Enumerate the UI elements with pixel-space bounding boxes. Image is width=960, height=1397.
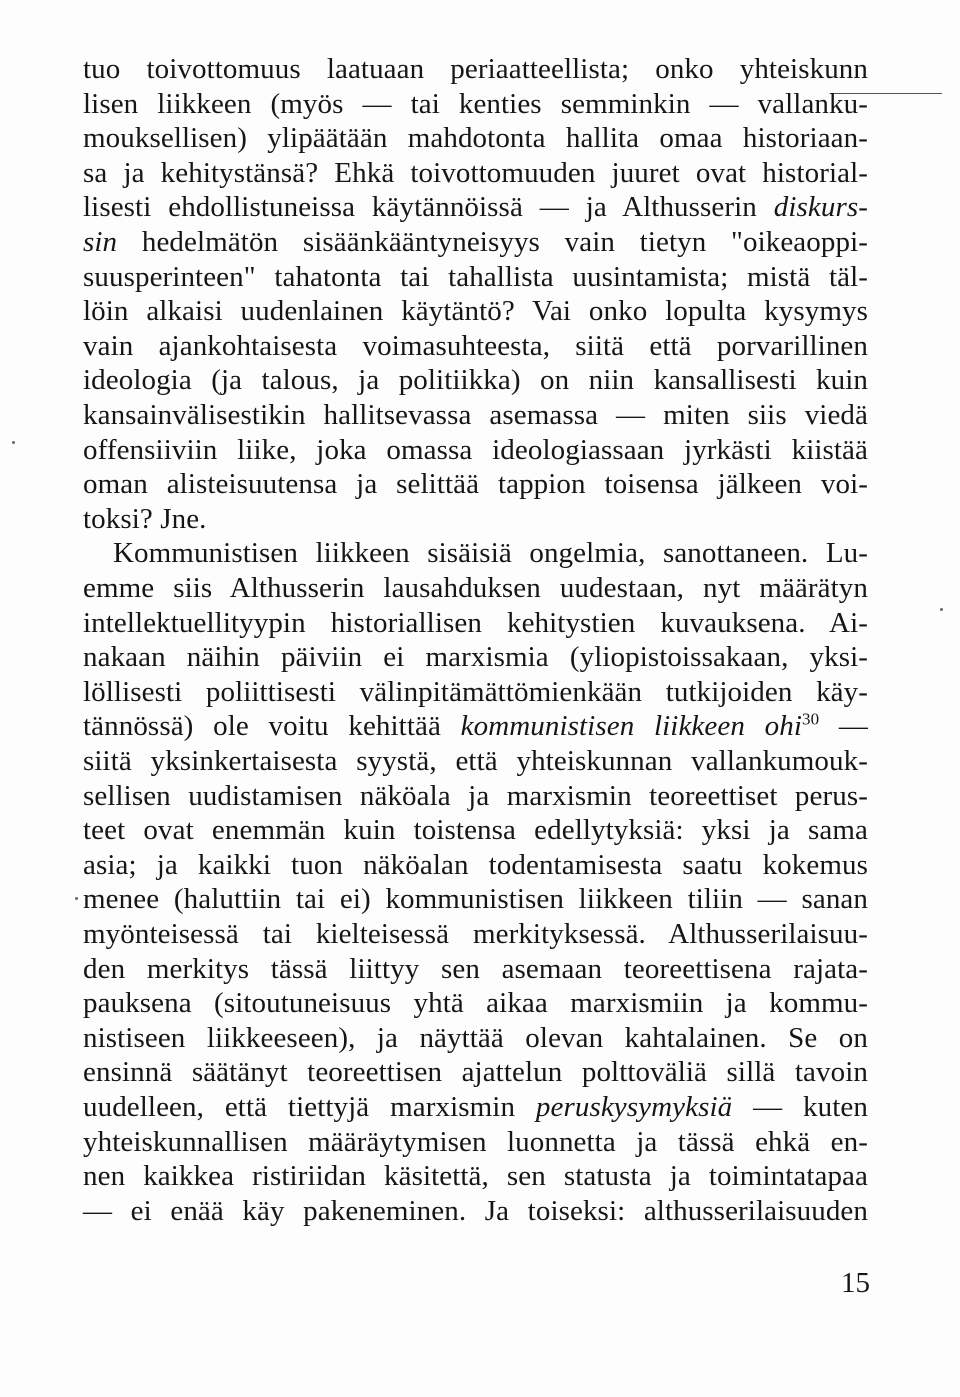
text-line: nakaan näihin päiviin ei marxismia (yliopistoissakaan, yksi- xyxy=(83,641,868,674)
text-line: yhteiskunnallisen määräytymisen luonnetta ja tässä ehkä en- xyxy=(83,1125,868,1158)
text-line: suusperinteen" tahatonta tai tahallista uusintamista; mistä täl- xyxy=(83,260,868,293)
text-line xyxy=(83,188,868,226)
text-line: offensiiviin liike, joka omassa ideologiassaan jyrkästi kiistää xyxy=(83,433,868,466)
text-line: siitä yksinkertaisesta syystä, että yhteiskunnan vallankumouk- xyxy=(83,745,868,777)
text-line: emme siis Althusserin lausahduksen uudestaan, nyt määrätyn xyxy=(83,572,868,604)
page-number: 15 xyxy=(841,1267,870,1299)
italic-phrase: sin xyxy=(83,226,118,258)
text-line: toksi? Jne. xyxy=(83,502,207,535)
text-line: nen kaikkea ristiriidan käsitettä, sen statusta ja toimintatapaa xyxy=(83,1160,868,1193)
text-line xyxy=(83,223,868,261)
italic-phrase: diskurs- xyxy=(773,191,868,224)
italic-phrase: peruskysymyksiä xyxy=(535,1091,733,1123)
scan-speck xyxy=(75,897,78,900)
text-span: — kuten xyxy=(732,1091,868,1123)
text-line: nistiseen liikkeeseen), ja näyttää olevan kahtalainen. Se on xyxy=(83,1021,868,1054)
text-line: sa ja kehitystänsä? Ehkä toivottomuuden juuret ovat historial- xyxy=(83,156,868,189)
text-line: ideologia (ja talous, ja politiikka) on niin kansallisesti kuin xyxy=(83,364,868,397)
text-line: kansainvälisestikin hallitsevassa asemassa — miten siis viedä xyxy=(83,399,868,431)
scan-speck xyxy=(940,608,943,611)
text-span: uudelleen, että tiettyjä marxismin xyxy=(83,1091,536,1123)
text-line: Kommunistisen liikkeen sisäisiä ongelmia, sanottaneen. Lu- xyxy=(113,537,868,570)
text-span: hedelmätön sisäänkääntyneisyys vain tietyn "oikeaoppi- xyxy=(117,226,868,258)
text-line: oman alisteisuutensa ja selittää tappion toisensa jälkeen voi- xyxy=(83,468,868,501)
text-line: mouksellisen) ylipäätään mahdotonta hallita omaa historiaan- xyxy=(83,122,868,155)
text-line: myönteisessä tai kielteisessä merkityksessä. Althusserilaisuu- xyxy=(83,918,868,950)
text-line: löin alkaisi uudenlainen käytäntö? Vai onko lopulta kysymys xyxy=(83,295,868,328)
text-line: menee (haluttiin tai ei) kommunistisen liikkeen tiliin — sanan xyxy=(83,883,868,916)
italic-phrase: kommunistisen liikkeen ohi xyxy=(460,710,802,743)
scan-speck xyxy=(12,441,15,444)
text-line: — ei enää käy pakeneminen. Ja toiseksi: althusserilaisuuden xyxy=(83,1194,868,1227)
text-line: teet ovat enemmän kuin toistensa edellytyksiä: yksi ja sama xyxy=(83,814,868,847)
text-line: tuo toivottomuus laatuaan periaatteellista; onko yhteiskunn xyxy=(83,53,868,85)
text-line: löllisesti poliittisesti välinpitämättömienkään tutkijoiden käy- xyxy=(83,675,868,708)
text-line: ensinnä säätänyt teoreettisen ajattelun polttoväliä sillä tavoin xyxy=(83,1056,868,1089)
text-span: tännössä) ole voitu kehittää xyxy=(83,710,461,743)
text-line: lisen liikkeen (myös — tai kenties semminkin — vallanku- xyxy=(83,87,868,120)
footnote-marker: 30 xyxy=(802,709,820,729)
text-line: intellektuellityypin historiallisen kehitystien kuvauksena. Ai- xyxy=(83,606,868,639)
text-span: lisesti ehdollistuneissa käytännöissä — ja Althusserin xyxy=(83,191,774,224)
text-line: sellisen uudistamisen näköala ja marxismin teoreettiset perus- xyxy=(83,779,868,812)
text-line xyxy=(83,707,868,745)
text-line xyxy=(83,1088,868,1126)
text-line: pauksena (sitoutuneisuus yhtä aikaa marxismiin ja kommu- xyxy=(83,987,868,1020)
text-line: vain ajankohtaisesta voimasuhteesta, siitä että porvarillinen xyxy=(83,329,868,362)
text-span: — xyxy=(819,710,868,743)
text-line: asia; ja kaikki tuon näköalan todentamisesta saatu kokemus xyxy=(83,848,868,881)
text-line: den merkitys tässä liittyy sen asemaan teoreettisena rajata- xyxy=(83,952,868,985)
